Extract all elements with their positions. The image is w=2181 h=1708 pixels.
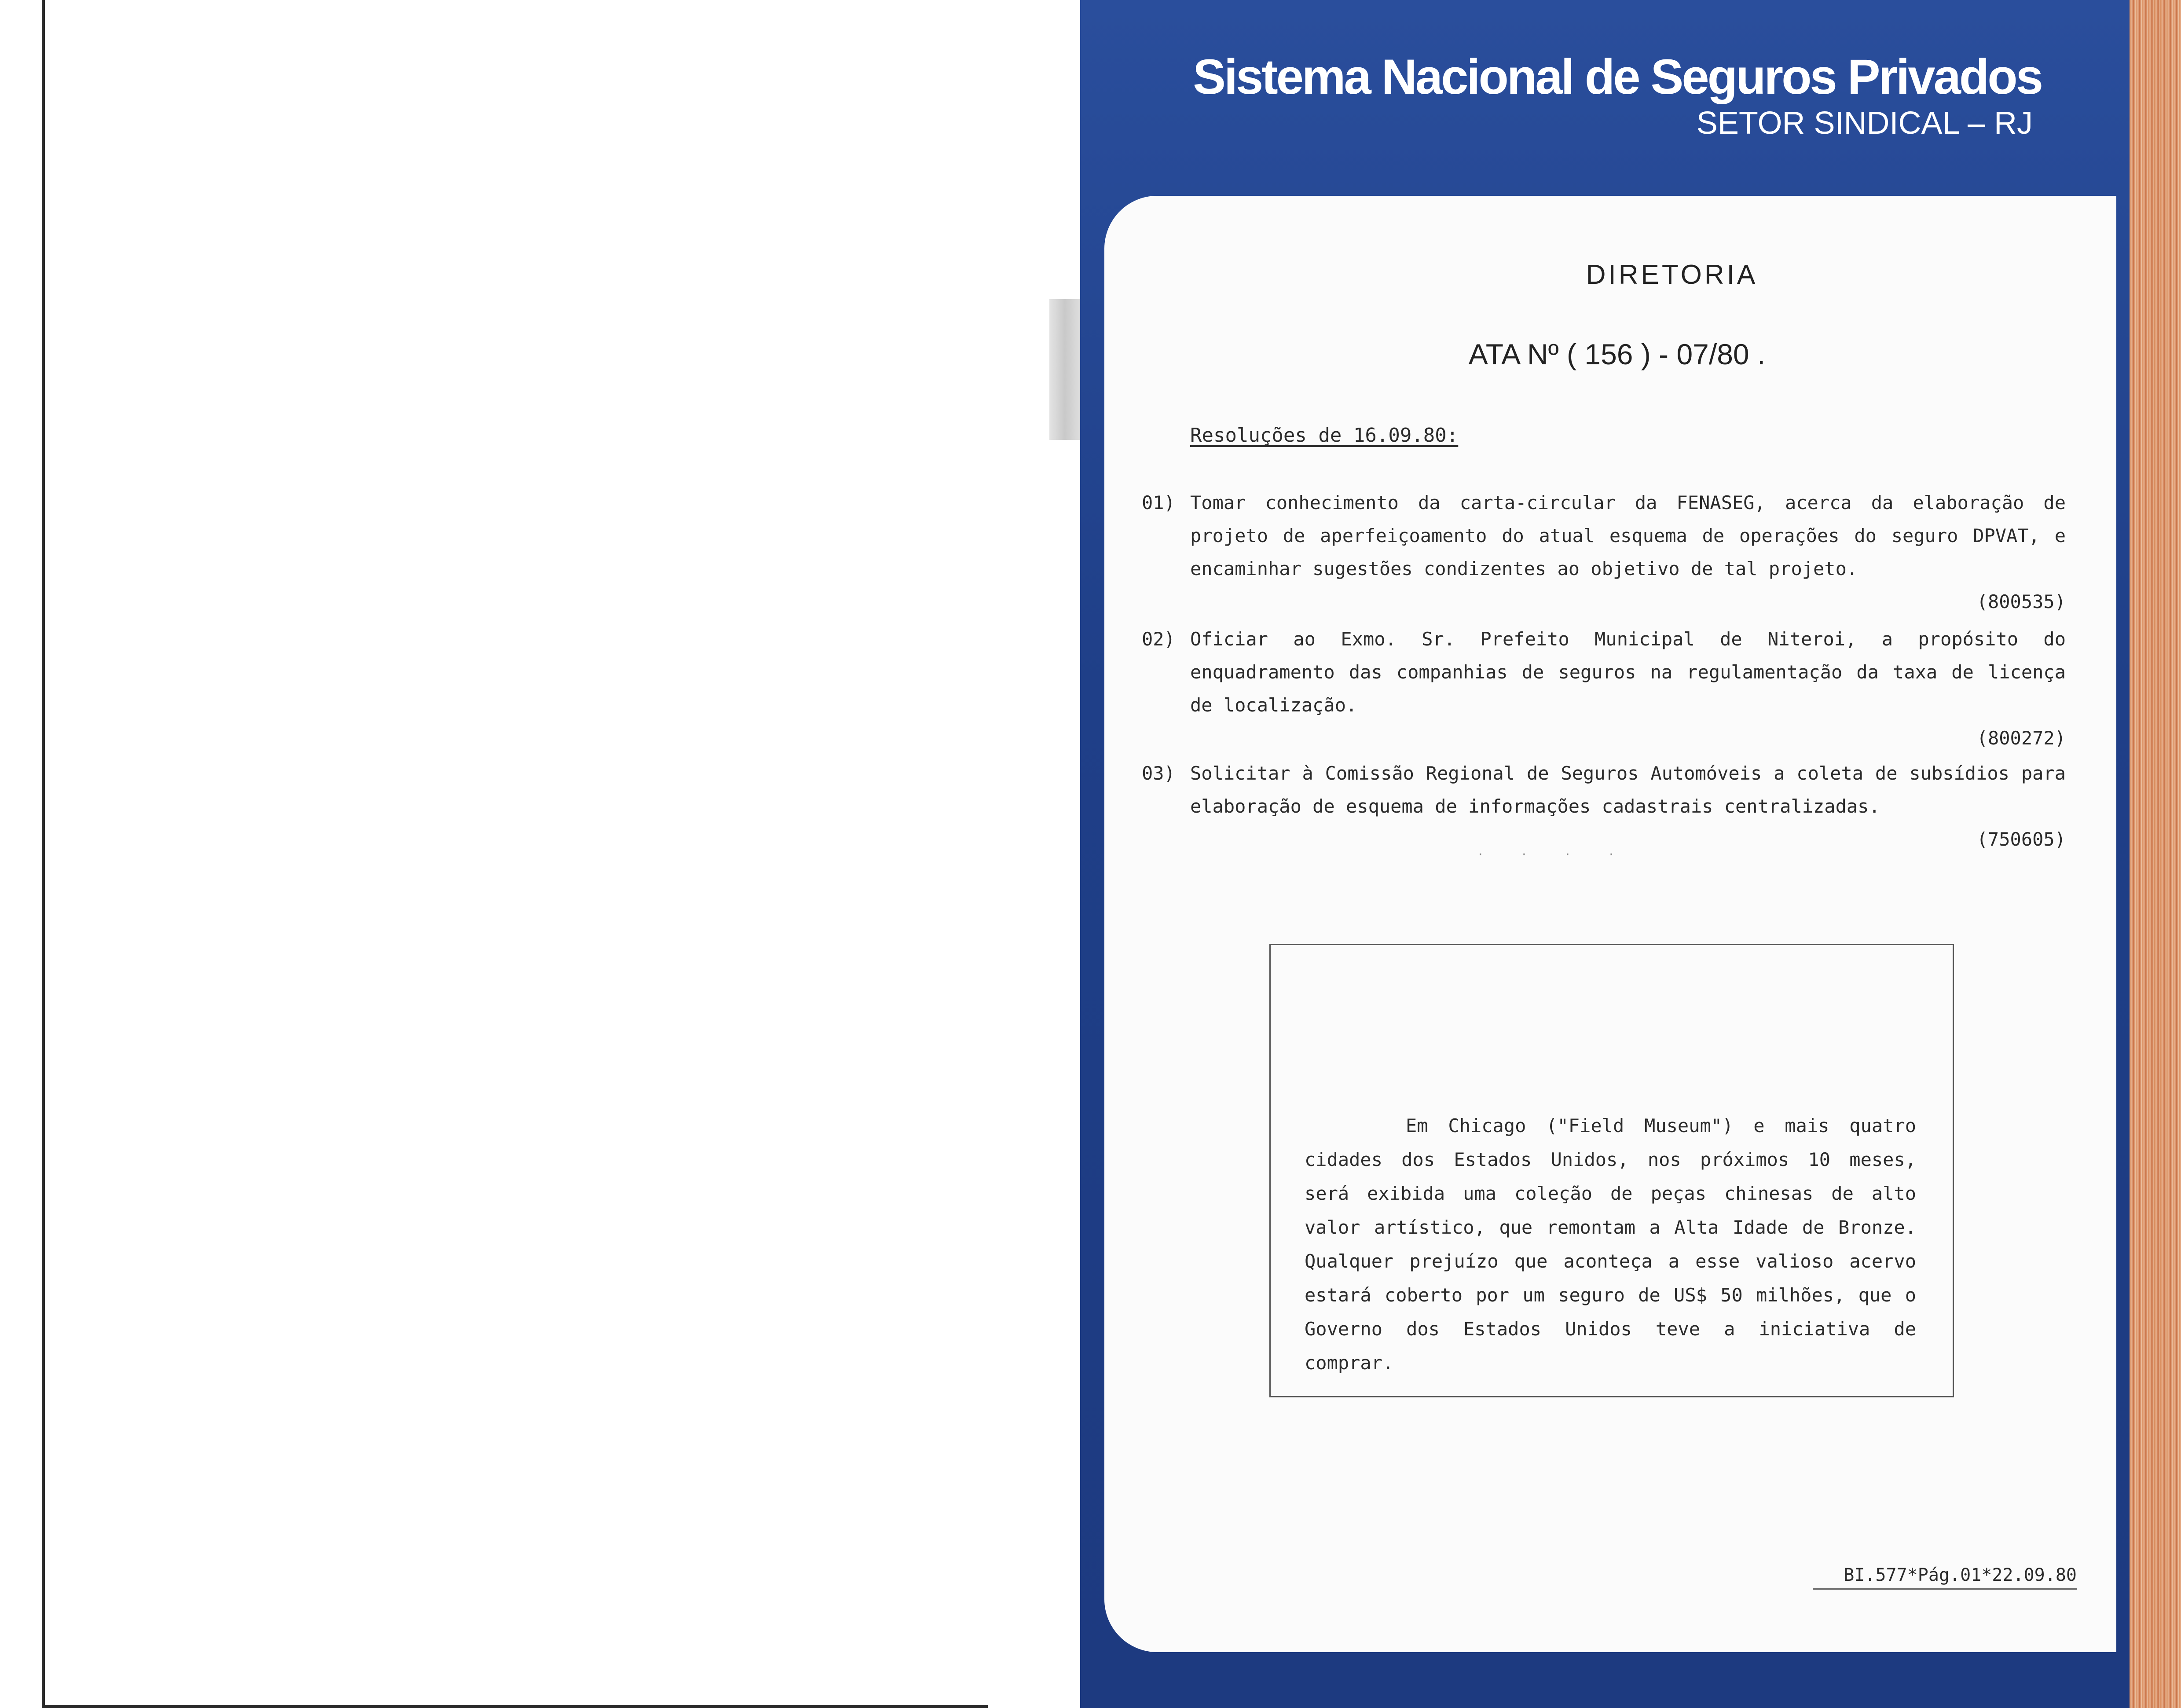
letterhead-subtitle: SETOR SINDICAL – RJ xyxy=(1696,106,2033,141)
resolution-number: 01) xyxy=(1142,492,1175,513)
resolution-code: (750605) xyxy=(1976,828,2066,850)
left-blank-page xyxy=(0,0,1056,1708)
letterhead-title: Sistema Nacional de Seguros Privados xyxy=(1193,49,2042,104)
ink-specks: · · · · xyxy=(1478,847,1631,862)
resolution-number: 02) xyxy=(1142,628,1175,650)
section-heading: DIRETORIA xyxy=(1586,260,1758,290)
news-paragraph: Em Chicago ("Field Museum") e mais quatro cidades dos Estados Unidos, nos próximos 10 meses, será exibida uma coleção de peças chinesas de alto valor artístico, que remontam a Alta Idade de Bronze. Qualquer prejuízo que aconteça a esse valioso acervo estará coberto por um seguro de US$ 50 milhões, que o Governo dos Estados Unidos teve a iniciativa de comprar. xyxy=(1305,1115,1916,1374)
document-sheet xyxy=(1104,196,2116,1652)
resolution-text: Tomar conhecimento da carta-circular da FENASEG, acerca da elaboração de projeto de aperfeiçoamento do atual esquema de operações do seguro DPVAT, e encaminhar sugestões condizentes ao objetivo de tal projeto. xyxy=(1190,492,2066,579)
binding-gutter-shadow xyxy=(1049,299,1080,440)
resolution-code: (800535) xyxy=(1976,591,2066,612)
left-page-edge-line xyxy=(42,0,45,1708)
news-clipping-text xyxy=(1305,1109,1916,1380)
page-footer-reference: BI.577*Pág.01*22.09.80 xyxy=(1813,1562,2077,1590)
resolution-text: Oficiar ao Exmo. Sr. Prefeito Municipal de Niteroi, a propósito do enquadramento das companhias de seguros na regulamentação da taxa de licença de localização. xyxy=(1190,628,2066,716)
ata-number: ATA Nº ( 156 ) - 07/80 . xyxy=(1468,338,1766,370)
resolution-number: 03) xyxy=(1142,762,1175,784)
left-page-bottom-line xyxy=(42,1705,988,1708)
resolutions-date-label: Resoluções de 16.09.80: xyxy=(1190,424,1459,447)
page-stack-edge xyxy=(2130,0,2181,1708)
resolution-text: Solicitar à Comissão Regional de Seguros Automóveis a coleta de subsídios para elaboração de esquema de informações cadastrais centralizadas. xyxy=(1190,762,2066,817)
resolution-code: (800272) xyxy=(1976,727,2066,749)
